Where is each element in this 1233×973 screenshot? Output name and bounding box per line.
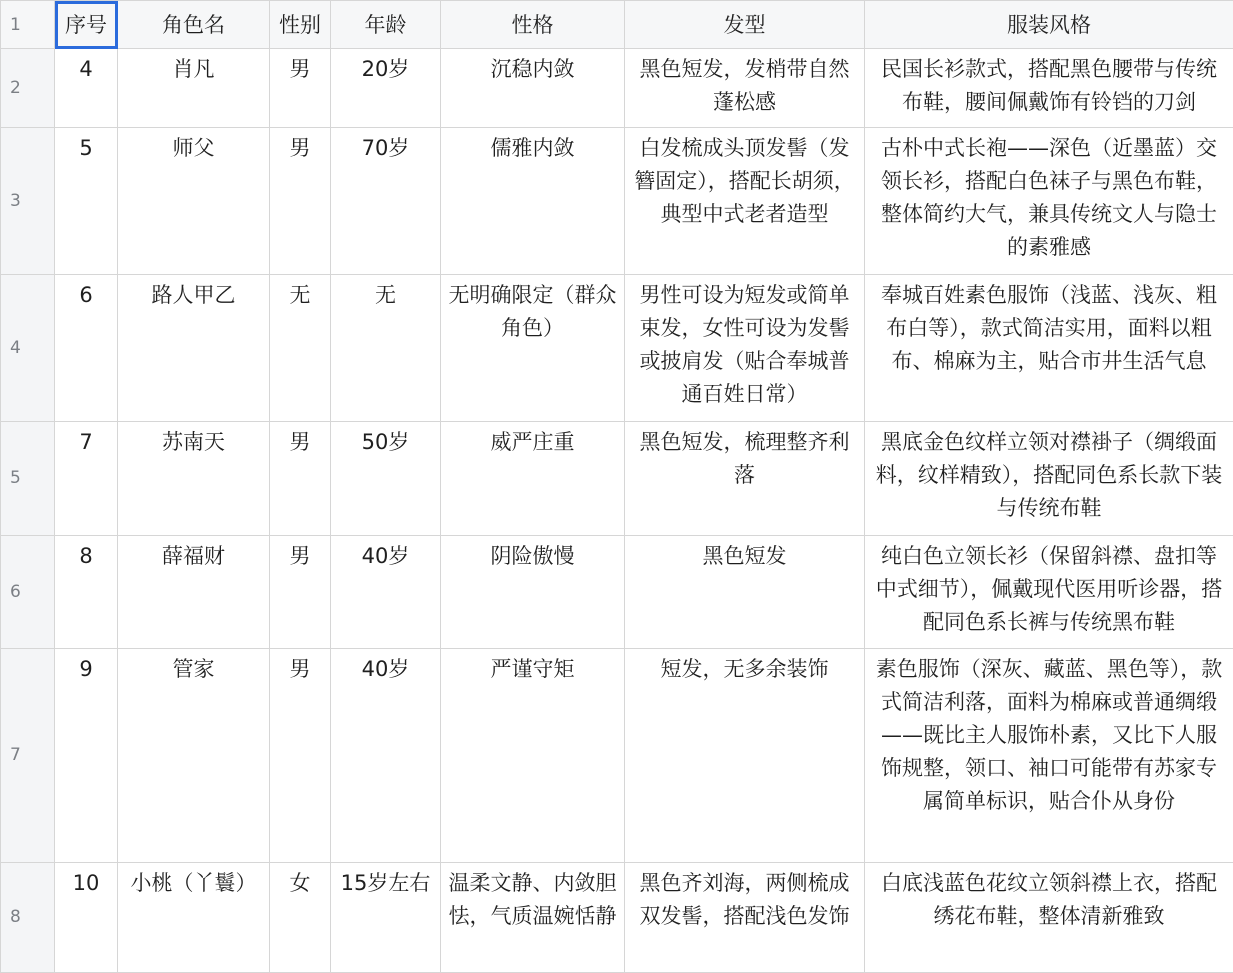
header-cell-age[interactable]: 年龄 [331, 1, 441, 49]
table-cell[interactable]: 小桃（丫鬟） [118, 863, 270, 973]
header-cell-costume[interactable]: 服装风格 [865, 1, 1233, 49]
table-cell[interactable]: 无 [331, 275, 441, 422]
table-row [1, 275, 1233, 422]
header-row [1, 1, 1233, 49]
table-cell[interactable]: 9 [55, 649, 118, 863]
table-cell[interactable]: 7 [55, 422, 118, 536]
table-cell[interactable]: 6 [55, 275, 118, 422]
table-row [1, 649, 1233, 863]
header-cell-personality[interactable]: 性格 [441, 1, 625, 49]
table-cell[interactable]: 管家 [118, 649, 270, 863]
table-cell[interactable]: 素色服饰（深灰、藏蓝、黑色等），款式简洁利落，面料为棉麻或普通绸缎——既比主人服饰朴素，又比下人服饰规整，领口、袖口可能带有苏家专属简单标识，贴合仆从身份 [865, 649, 1233, 863]
row-number[interactable]: 7 [1, 649, 55, 863]
table-cell[interactable]: 70岁 [331, 128, 441, 275]
table-cell[interactable]: 50岁 [331, 422, 441, 536]
table-cell[interactable]: 男 [270, 49, 331, 128]
table-cell[interactable]: 无 [270, 275, 331, 422]
table-cell[interactable]: 男 [270, 422, 331, 536]
table-cell[interactable]: 10 [55, 863, 118, 973]
table-cell[interactable]: 黑色短发，发梢带自然蓬松感 [625, 49, 865, 128]
row-number[interactable]: 2 [1, 49, 55, 128]
table-cell[interactable]: 温柔文静、内敛胆怯，气质温婉恬静 [441, 863, 625, 973]
table-cell[interactable]: 威严庄重 [441, 422, 625, 536]
table-cell[interactable]: 阴险傲慢 [441, 536, 625, 649]
table-cell[interactable]: 女 [270, 863, 331, 973]
row-number[interactable]: 4 [1, 275, 55, 422]
table-cell[interactable]: 短发，无多余装饰 [625, 649, 865, 863]
table-cell[interactable]: 严谨守矩 [441, 649, 625, 863]
table-cell[interactable]: 黑色齐刘海，两侧梳成双发髻，搭配浅色发饰 [625, 863, 865, 973]
table-cell[interactable]: 纯白色立领长衫（保留斜襟、盘扣等中式细节），佩戴现代医用听诊器，搭配同色系长裤与传统黑布鞋 [865, 536, 1233, 649]
table-cell[interactable]: 白发梳成头顶发髻（发簪固定），搭配长胡须，典型中式老者造型 [625, 128, 865, 275]
table-cell[interactable]: 民国长衫款式，搭配黑色腰带与传统布鞋，腰间佩戴饰有铃铛的刀剑 [865, 49, 1233, 128]
table-cell[interactable]: 薛福财 [118, 536, 270, 649]
row-number[interactable]: 8 [1, 863, 55, 973]
table-cell[interactable]: 路人甲乙 [118, 275, 270, 422]
table-cell[interactable]: 苏南天 [118, 422, 270, 536]
table-cell[interactable]: 白底浅蓝色花纹立领斜襟上衣，搭配绣花布鞋，整体清新雅致 [865, 863, 1233, 973]
row-number[interactable]: 1 [1, 1, 55, 49]
header-cell-gender[interactable]: 性别 [270, 1, 331, 49]
table-row [1, 128, 1233, 275]
table-cell[interactable]: 沉稳内敛 [441, 49, 625, 128]
table-cell[interactable]: 黑底金色纹样立领对襟褂子（绸缎面料，纹样精致），搭配同色系长款下装与传统布鞋 [865, 422, 1233, 536]
table-cell[interactable]: 奉城百姓素色服饰（浅蓝、浅灰、粗布白等），款式简洁实用，面料以粗布、棉麻为主，贴合市井生活气息 [865, 275, 1233, 422]
table-cell[interactable]: 无明确限定（群众角色） [441, 275, 625, 422]
table-cell[interactable]: 肖凡 [118, 49, 270, 128]
row-number[interactable]: 3 [1, 128, 55, 275]
row-number[interactable]: 5 [1, 422, 55, 536]
table-cell[interactable]: 黑色短发 [625, 536, 865, 649]
table-cell[interactable]: 古朴中式长袍——深色（近墨蓝）交领长衫，搭配白色袜子与黑色布鞋，整体简约大气，兼具传统文人与隐士的素雅感 [865, 128, 1233, 275]
header-cell-index[interactable]: 序号 [55, 1, 118, 49]
table-row [1, 536, 1233, 649]
header-cell-hairstyle[interactable]: 发型 [625, 1, 865, 49]
header-cell-role-name[interactable]: 角色名 [118, 1, 270, 49]
table-cell[interactable]: 黑色短发，梳理整齐利落 [625, 422, 865, 536]
table-cell[interactable]: 男性可设为短发或简单束发，女性可设为发髻或披肩发（贴合奉城普通百姓日常） [625, 275, 865, 422]
table-cell[interactable]: 男 [270, 128, 331, 275]
table-cell[interactable]: 40岁 [331, 536, 441, 649]
table-cell[interactable]: 男 [270, 536, 331, 649]
row-number[interactable]: 6 [1, 536, 55, 649]
table-cell[interactable]: 20岁 [331, 49, 441, 128]
table-cell[interactable]: 男 [270, 649, 331, 863]
table-cell[interactable]: 4 [55, 49, 118, 128]
table-cell[interactable]: 儒雅内敛 [441, 128, 625, 275]
table-row [1, 49, 1233, 128]
table-cell[interactable]: 师父 [118, 128, 270, 275]
table-cell[interactable]: 15岁左右 [331, 863, 441, 973]
table-cell[interactable]: 40岁 [331, 649, 441, 863]
table-cell[interactable]: 8 [55, 536, 118, 649]
table-row [1, 863, 1233, 973]
table-row [1, 422, 1233, 536]
table-cell[interactable]: 5 [55, 128, 118, 275]
